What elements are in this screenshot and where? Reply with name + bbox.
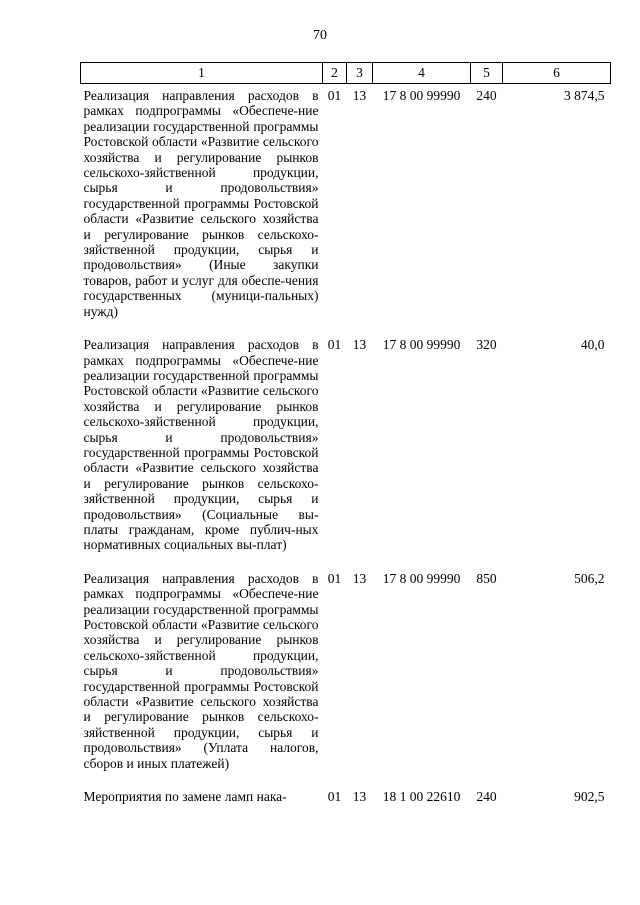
- row-section: 01: [327, 570, 342, 586]
- row-description: Реализация направления расходов в рамках подпрограммы «Обеспече-ние реализации государственной программы Ростовской области «Развитие сельского хозяйства и регулирование рынков сельскохо-зяйственной продукции, сырья и продовольствия» государственной программы Ростовской области «Развитие сельского хозяйства и регулирование рынков сельскохо-зяйственной продукции, сырья и продовольствия» (Социальные вы-платы гражданам, кроме публич-ных нормативных социальных вы-плат): [83, 337, 319, 553]
- row-expense-type: 850: [476, 570, 497, 586]
- row-amount: 40,0: [580, 337, 605, 353]
- table-body: [81, 84, 611, 805]
- header-col-3: 3: [347, 63, 373, 84]
- row-subsection: 13: [352, 789, 367, 805]
- row-subsection: 13: [352, 570, 367, 586]
- row-description: Мероприятия по замене ламп нака-: [83, 789, 287, 805]
- row-section: 01: [327, 789, 342, 805]
- row-description: Реализация направления расходов в рамках подпрограммы «Обеспече-ние реализации государственной программы Ростовской области «Развитие сельского хозяйства и регулирование рынков сельскохо-зяйственной продукции, сырья и продовольствия» государственной программы Ростовской области «Развитие сельского хозяйства и регулирование рынков сельскохо-зяйственной продукции, сырья и продовольствия» (Уплата налогов, сборов и иных платежей): [83, 570, 319, 771]
- header-col-4: 4: [373, 63, 471, 84]
- header-col-2: 2: [323, 63, 347, 84]
- row-target-article: 17 8 00 99990: [382, 337, 461, 353]
- row-subsection: 13: [352, 88, 367, 103]
- table-row: [81, 567, 611, 785]
- row-amount: 3 874,5: [564, 88, 605, 103]
- row-description: Реализация направления расходов в рамках подпрограммы «Обеспече-ние реализации государственной программы Ростовской области «Развитие сельского хозяйства и регулирование рынков сельскохо-зяйственной продукции, сырья и продовольствия» государственной программы Ростовской области «Развитие сельского хозяйства и регулирование рынков сельскохо-зяйственной продукции, сырья и продовольствия» (Иные закупки товаров, работ и услуг для обеспе-чения государственных (муници-пальных) нужд): [83, 88, 319, 319]
- row-amount: 902,5: [574, 789, 605, 805]
- header-col-6: 6: [503, 63, 611, 84]
- table-header: [81, 63, 611, 84]
- row-target-article: 17 8 00 99990: [382, 570, 461, 586]
- table-row: [81, 333, 611, 567]
- header-col-1: 1: [81, 63, 323, 84]
- row-expense-type: 320: [476, 337, 497, 353]
- row-subsection: 13: [352, 337, 367, 353]
- row-amount: 506,2: [574, 570, 605, 586]
- table-row: [81, 785, 611, 804]
- header-col-5: 5: [471, 63, 503, 84]
- row-section: 01: [327, 337, 342, 353]
- row-expense-type: 240: [476, 88, 497, 103]
- row-expense-type: 240: [476, 789, 497, 805]
- budget-table: [80, 62, 611, 804]
- row-target-article: 17 8 00 99990: [382, 88, 461, 103]
- row-target-article: 18 1 00 22610: [382, 789, 461, 805]
- page-number: 70: [313, 28, 327, 43]
- header-row: [81, 63, 611, 84]
- table-row: [81, 84, 611, 334]
- row-section: 01: [327, 88, 342, 103]
